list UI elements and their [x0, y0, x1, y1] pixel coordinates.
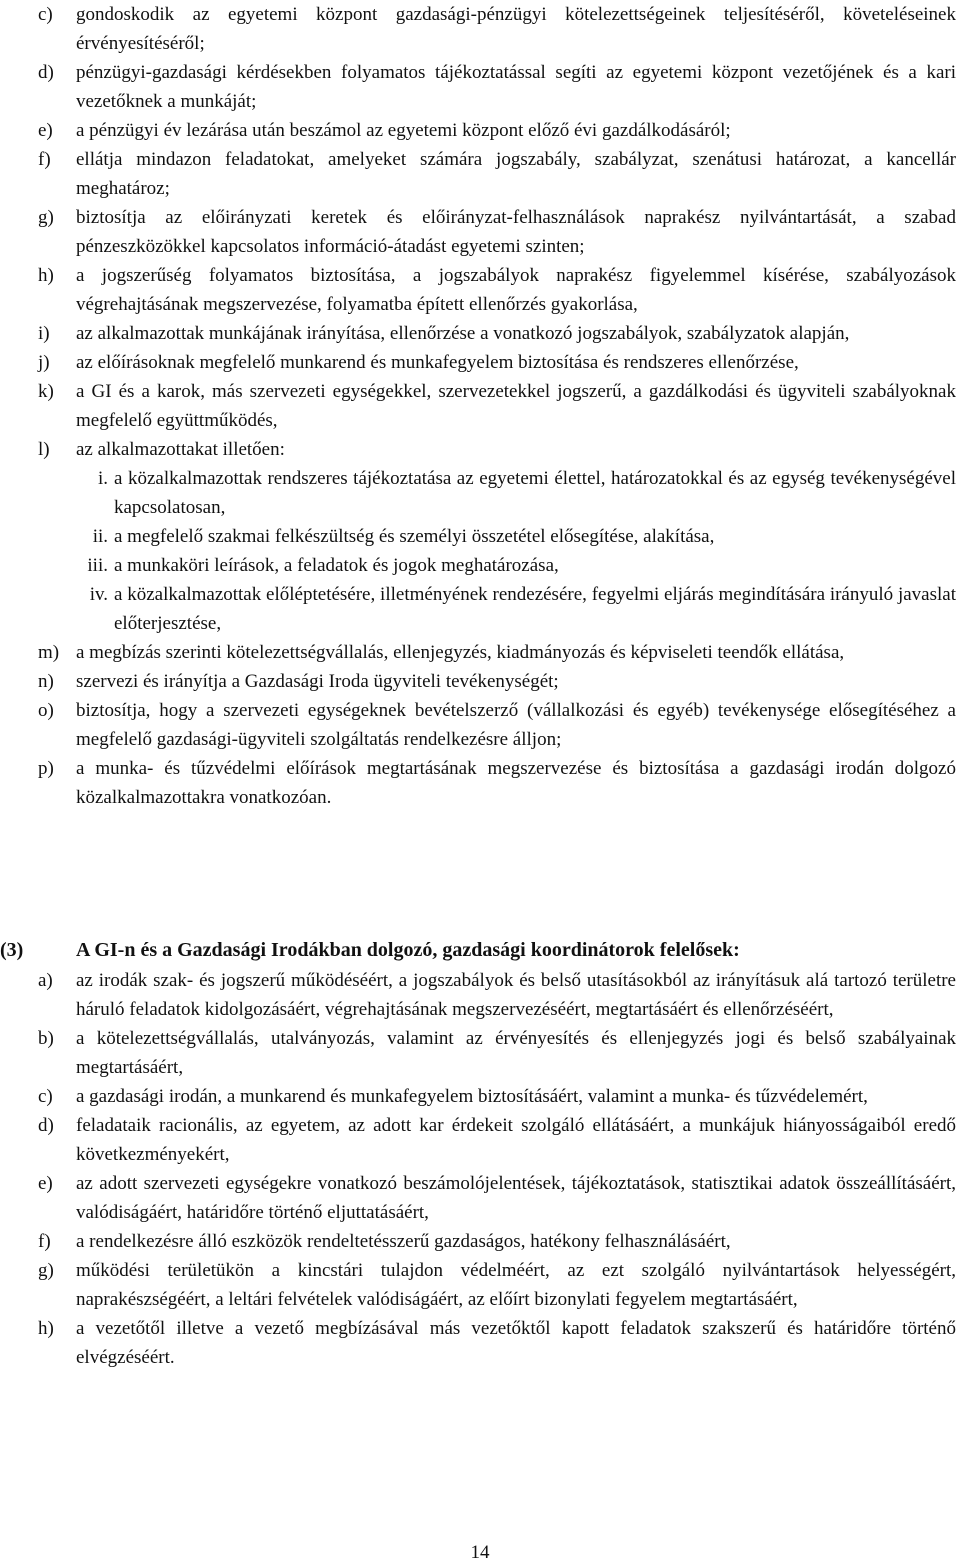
item-label: ii. [92, 526, 108, 547]
item-label: d) [38, 62, 54, 83]
item-text: a kötelezettségvállalás, utalványozás, valamint az érvényesítés és ellenjegyzés jogi és belső szabályainak megtartásáért, [76, 1028, 956, 1078]
list-item [38, 1024, 956, 1082]
list-item [38, 0, 956, 58]
list-item [38, 261, 956, 319]
list-item [38, 1111, 956, 1169]
item-label: e) [38, 120, 53, 141]
list-item [38, 377, 956, 435]
item-text: működési területükön a kincstári tulajdon védelméért, az ezt szolgáló nyilvántartások helyességért, naprakészségéért, a leltári felvételek valódiságáért, az előírt bizonylati fegyelem megtartásáért, [76, 1260, 956, 1310]
item-label: b) [38, 1028, 54, 1049]
section-title: A GI-n és a Gazdasági Irodákban dolgozó, gazdasági koordinátorok felelősek: [76, 939, 740, 961]
list-item [38, 348, 956, 377]
list-item [78, 522, 956, 551]
item-text: a megfelelő szakmai felkészültség és személyi összetétel elősegítése, alakítása, [114, 526, 715, 547]
item-text: a jogszerűség folyamatos biztosítása, a jogszabályok naprakész figyelemmel kísérése, szabályozások végrehajtásának megszervezése, folyamatba épített ellenőrzés gyakorlása, [76, 265, 956, 315]
item-label: l) [38, 439, 50, 460]
item-label: k) [38, 381, 54, 402]
list-item [38, 638, 956, 667]
list-item [38, 203, 956, 261]
item-text: pénzügyi-gazdasági kérdésekben folyamatos tájékoztatással segíti az egyetemi központ vezetőjének és a kari vezetőknek a munkáját; [76, 62, 956, 112]
item-text: a pénzügyi év lezárása után beszámol az egyetemi központ előző évi gazdálkodásáról; [76, 120, 731, 141]
list-item [38, 58, 956, 116]
item-label: i. [97, 468, 108, 489]
item-label: f) [38, 149, 51, 170]
item-label: m) [38, 642, 60, 663]
item-text: az irodák szak- és jogszerű működéséért, a jogszabályok és belső utasításokból az irányításuk alá tartozó területre háruló feladatok kidolgozásáért, végrehajtásának megszervezéséért, megtartásáért és ellenőrzéséért, [76, 970, 956, 1020]
list-item [38, 1314, 956, 1372]
item-label: o) [38, 700, 54, 721]
section-3 [0, 936, 956, 1372]
item-text: az alkalmazottakat illetően: [76, 439, 285, 460]
item-text: biztosítja az előirányzati keretek és előirányzat-felhasználások naprakész nyilvántartását, a szabad pénzeszközökkel kapcsolatos információ-átadást egyetemi szinten; [76, 207, 956, 257]
item-text: a vezetőtől illetve a vezető megbízásával más vezetőktől kapott feladatok szakszerű és határidőre történő elvégzéséért. [76, 1318, 956, 1368]
item-text: a gazdasági irodán, a munkarend és munkafegyelem biztosításáért, valamint a munka- és tűzvédelemért, [76, 1086, 868, 1107]
item-text: a megbízás szerinti kötelezettségvállalás, ellenjegyzés, kiadmányozás és képviseleti teendők ellátása, [76, 642, 845, 663]
item-label: h) [38, 1318, 54, 1339]
list-item [38, 1256, 956, 1314]
item-label: g) [38, 1260, 54, 1281]
item-label: d) [38, 1115, 54, 1136]
item-text: a GI és a karok, más szervezeti egységekkel, szervezetekkel jogszerű, a gazdálkodási és ügyviteli szabályoknak megfelelő együttműködés, [76, 381, 956, 431]
item-label: a) [38, 970, 53, 991]
section-heading [0, 936, 956, 966]
item-text: a közalkalmazottak előléptetésére, illetményének rendezésére, fegyelmi eljárás megindítására irányuló javaslat előterjesztése, [114, 584, 956, 634]
list-item [38, 1227, 956, 1256]
item-text: szervezi és irányítja a Gazdasági Iroda ügyviteli tevékenységét; [76, 671, 559, 692]
list-item [38, 435, 956, 464]
sub-list [78, 464, 956, 638]
item-text: a közalkalmazottak rendszeres tájékoztatása az egyetemi élettel, határozatokkal és az egység tevékenységével kapcsolatosan, [114, 468, 956, 518]
list-item [38, 1169, 956, 1227]
responsibilities-list [38, 966, 956, 1372]
item-text: az előírásoknak megfelelő munkarend és munkafegyelem biztosítása és rendszeres ellenőrzése, [76, 352, 799, 373]
list-item [38, 966, 956, 1024]
item-text: a munka- és tűzvédelmi előírások megtartásának megszervezése és biztosítása a gazdasági irodán dolgozó közalkalmazottakra vonatkozóan. [76, 758, 956, 808]
item-text: gondoskodik az egyetemi központ gazdasági-pénzügyi kötelezettségeinek teljesítéséről, követeléseinek érvényesítéséről; [76, 4, 956, 54]
item-label: i) [38, 323, 50, 344]
item-label: n) [38, 671, 54, 692]
item-label: g) [38, 207, 54, 228]
list-item [78, 551, 956, 580]
item-label: e) [38, 1173, 53, 1194]
item-text: ellátja mindazon feladatokat, amelyeket számára jogszabály, szabályzat, szenátusi határozat, a kancellár meghatároz; [76, 149, 956, 199]
item-label: c) [38, 1086, 53, 1107]
list-item [38, 319, 956, 348]
page-number: 14 [470, 1542, 490, 1563]
item-label: j) [38, 352, 50, 373]
item-text: feladataik racionális, az egyetem, az adott kar érdekeit szolgáló ellátásáért, a munkájuk hiányosságaiból eredő következményekért, [76, 1115, 956, 1165]
list-item [38, 667, 956, 696]
item-label: c) [38, 4, 53, 25]
duties-list [38, 0, 956, 812]
item-text: a munkaköri leírások, a feladatok és jogok meghatározása, [114, 555, 559, 576]
item-label: iii. [87, 555, 108, 576]
section-number: (3) [0, 939, 24, 961]
list-item [38, 754, 956, 812]
item-text: az adott szervezeti egységekre vonatkozó beszámolójelentések, tájékoztatások, statisztikai adatok összeállításáért, valódiságáért, határidőre történő eljuttatásáért, [76, 1173, 956, 1223]
item-label: p) [38, 758, 54, 779]
item-label: h) [38, 265, 54, 286]
list-item [38, 116, 956, 145]
list-item [38, 1082, 956, 1111]
item-label: iv. [89, 584, 108, 605]
item-label: f) [38, 1231, 51, 1252]
list-item [38, 696, 956, 754]
item-text: a rendelkezésre álló eszközök rendeltetésszerű gazdaságos, hatékony felhasználásáért, [76, 1231, 731, 1252]
list-item [38, 145, 956, 203]
list-item [78, 580, 956, 638]
list-item [78, 464, 956, 522]
item-text: az alkalmazottak munkájának irányítása, ellenőrzése a vonatkozó jogszabályok, szabályzatok alapján, [76, 323, 850, 344]
item-text: biztosítja, hogy a szervezeti egységeknek bevételszerző (vállalkozási és egyéb) tevékenysége elősegítéséhez a megfelelő gazdasági-ügyviteli szolgáltatás rendelkezésre álljon; [76, 700, 956, 750]
